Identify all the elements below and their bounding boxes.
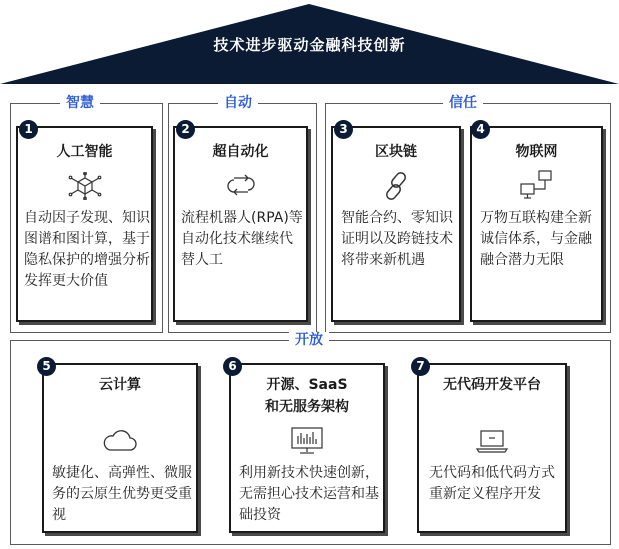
- card-desc-ai: 自动因子发现、知识图谱和图计算，基于隐私保护的增强分析发挥更大价值: [24, 210, 150, 289]
- card-desc-hyperautomation: 流程机器人(RPA)等自动化技术继续代替人工: [181, 210, 303, 268]
- group-label-trust: 信任: [443, 95, 483, 111]
- card-ai: [16, 126, 153, 322]
- card-title-open-source-line2: 和无服务架构: [265, 399, 349, 415]
- network-devices-icon: [519, 170, 555, 200]
- badge-4: 4: [471, 120, 490, 139]
- badge-3: 3: [334, 120, 353, 139]
- group-label-open: 开放: [289, 332, 329, 348]
- card-title-cloud: 云计算: [99, 377, 141, 393]
- card-desc-cloud: 敏捷化、高弹性、微服务的云原生优势更受重视: [52, 465, 192, 523]
- card-no-code: [417, 363, 567, 533]
- card-title-ai: 人工智能: [56, 144, 113, 160]
- badge-5: 5: [37, 357, 56, 376]
- badge-7: 7: [411, 357, 430, 376]
- card-blockchain: [331, 126, 461, 322]
- chain-link-icon: [381, 170, 411, 202]
- card-desc-blockchain: 智能合约、零知识证明以及跨链技术将带来新机遇: [341, 210, 453, 268]
- group-label-auto: 自动: [218, 95, 258, 111]
- ai-cube-network-icon: [67, 172, 103, 200]
- card-open-source-saas: [229, 363, 385, 533]
- card-desc-open-source-saas: 利用新技术快速创新，无需担心技术运营和基础投资: [239, 465, 379, 523]
- card-hyperautomation: [173, 126, 308, 322]
- card-iot: [470, 126, 603, 322]
- card-title-blockchain: 区块链: [375, 144, 417, 160]
- group-label-smart: 智慧: [60, 95, 100, 111]
- monitor-chart-icon: [290, 427, 324, 455]
- card-desc-no-code: 无代码和低代码方式重新定义程序开发: [429, 465, 555, 502]
- cloud-icon: [102, 429, 138, 453]
- automation-arrows-icon: [224, 174, 258, 196]
- card-title-hyperautomation: 超自动化: [212, 144, 269, 160]
- laptop-icon: [475, 429, 509, 453]
- card-title-open-source-line1: 开源、SaaS: [266, 377, 348, 393]
- card-title-no-code: 无代码开发平台: [443, 377, 541, 393]
- card-cloud: [42, 363, 198, 533]
- card-title-iot: 物联网: [515, 144, 558, 160]
- badge-2: 2: [176, 120, 195, 139]
- header-title: 技术进步驱动金融科技创新: [213, 36, 406, 54]
- badge-1: 1: [19, 120, 38, 139]
- badge-6: 6: [223, 357, 242, 376]
- card-desc-iot: 万物互联构建全新诚信体系，与金融融合潜力无限: [480, 210, 592, 268]
